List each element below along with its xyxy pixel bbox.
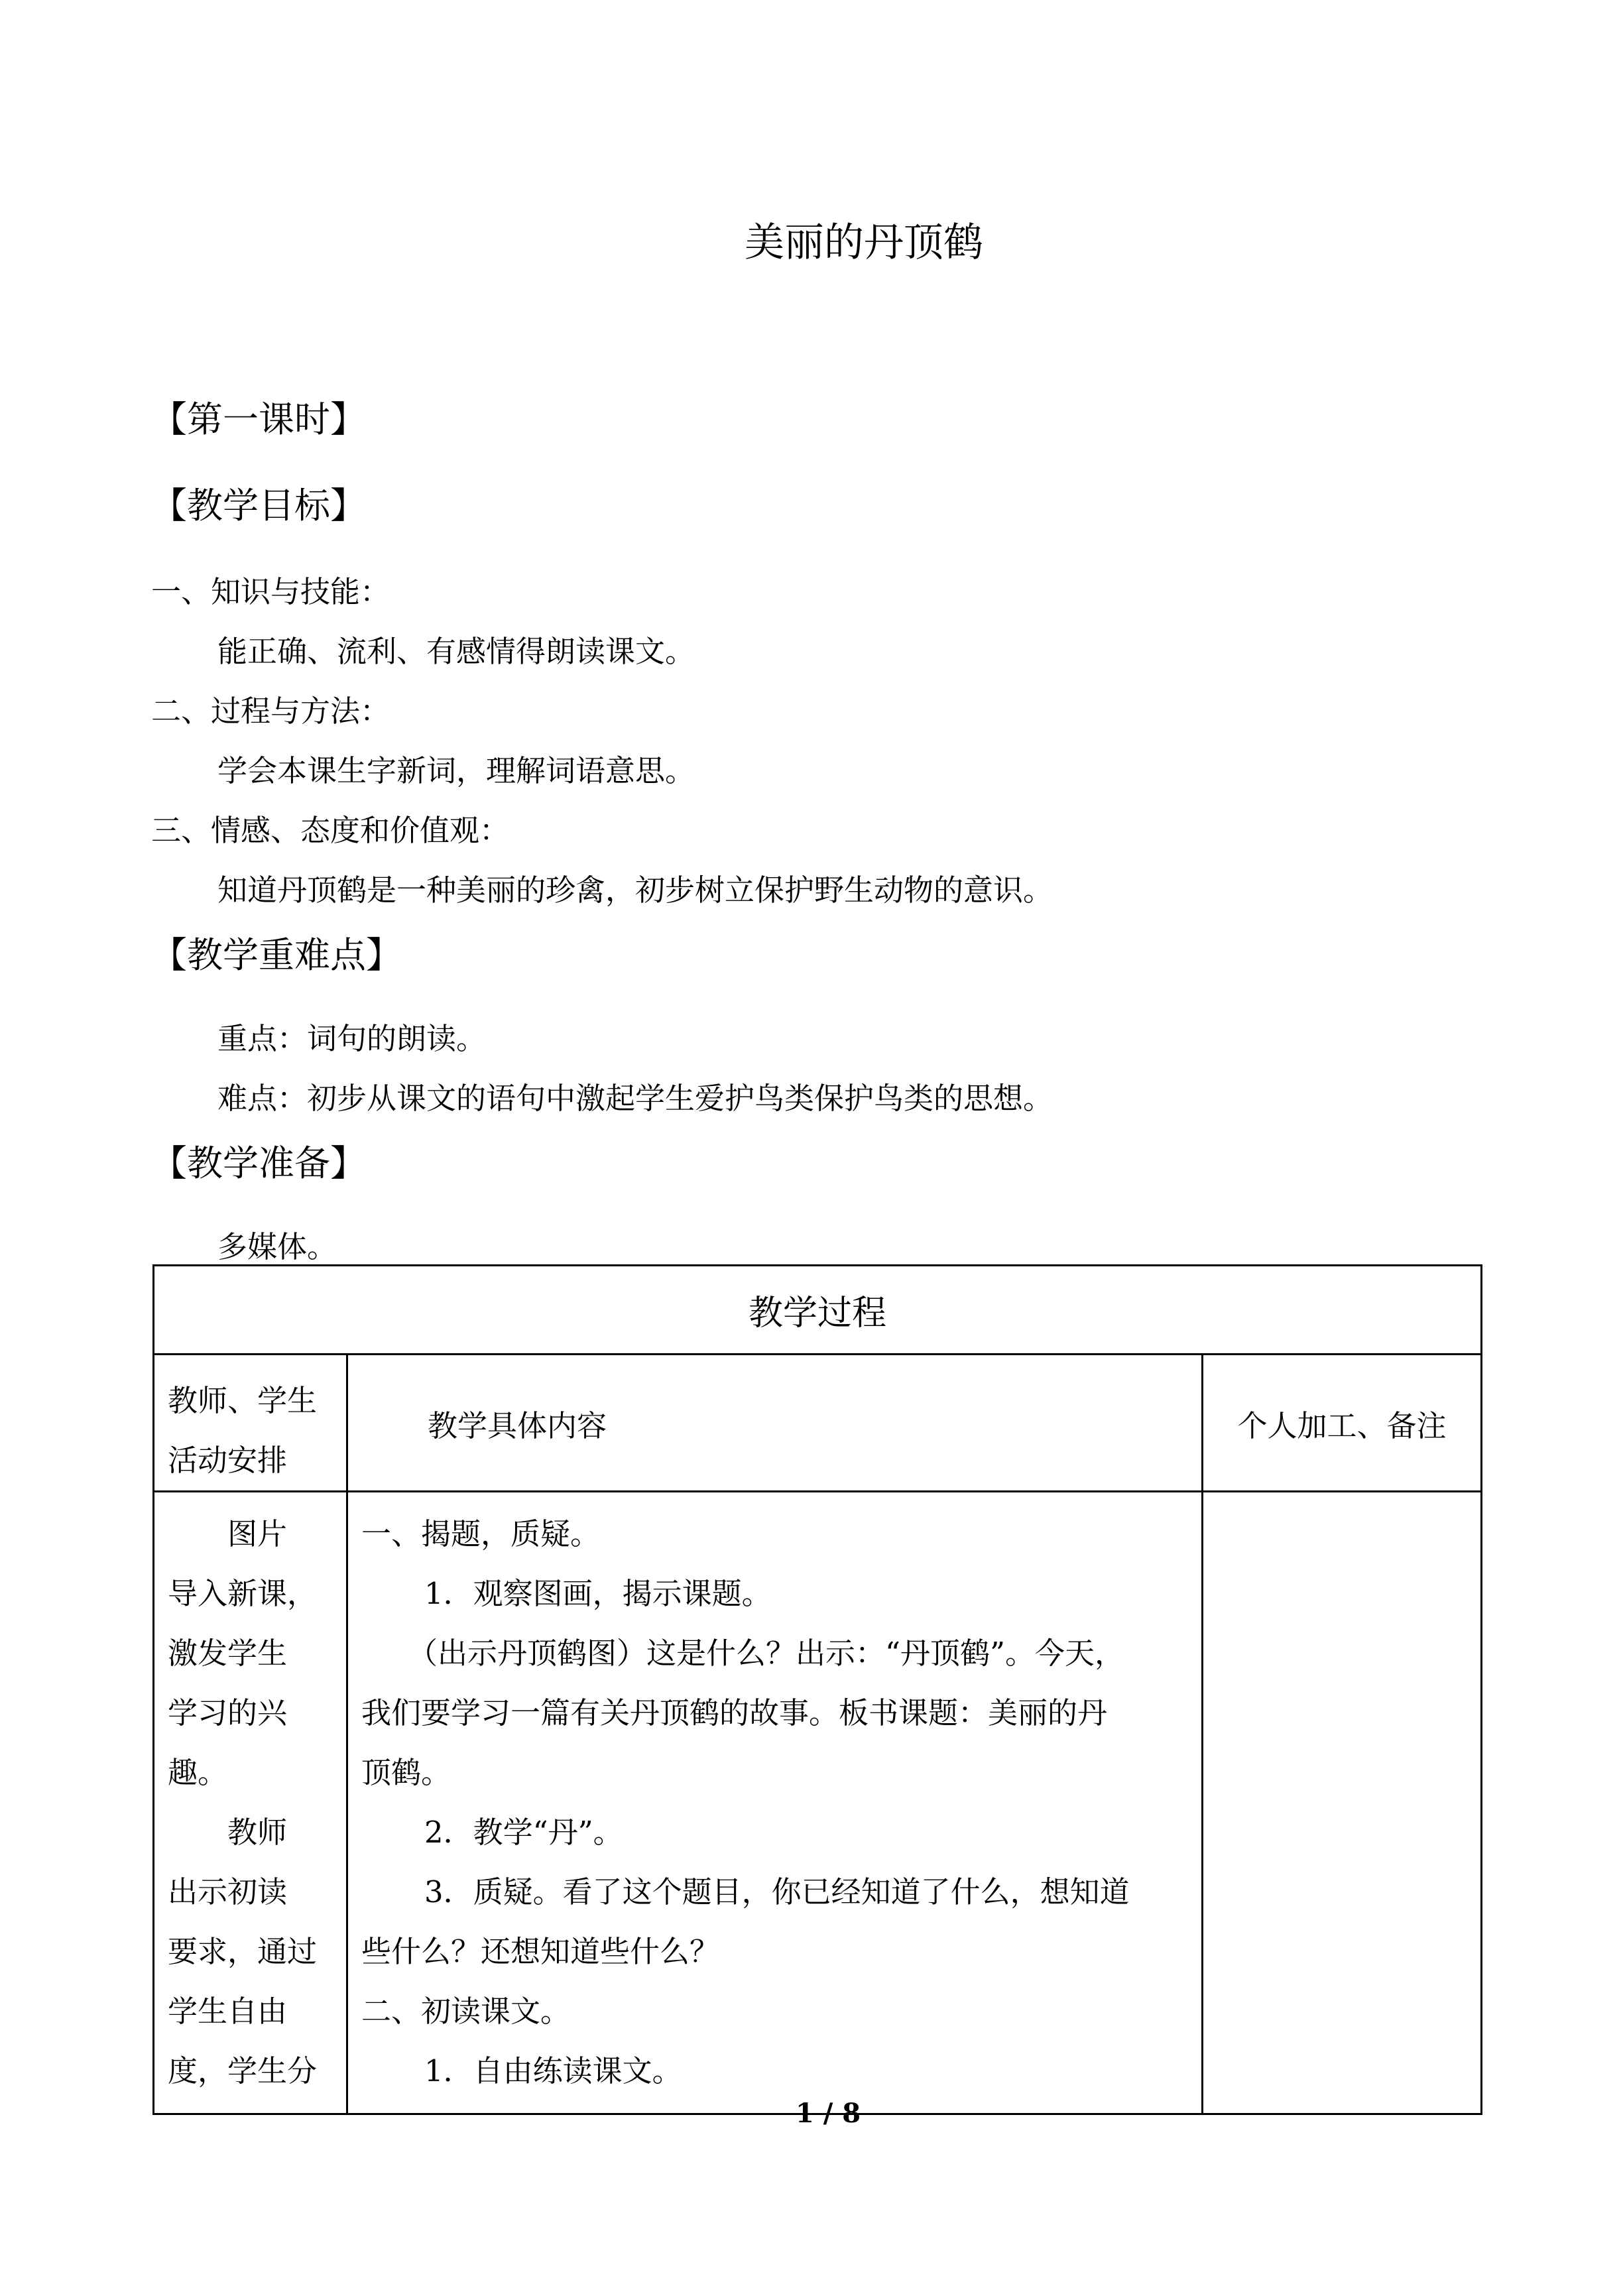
objectives-header: 【教学目标】 [151, 485, 366, 526]
header-notes: 个人加工、备注 [1203, 1355, 1482, 1492]
activity-line: 趣。 [168, 1755, 228, 1790]
content-line: 我们要学习一篇有关丹顶鹤的故事。板书课题：美丽的丹 [361, 1695, 1108, 1730]
objective-process-heading: 二、过程与方法： [151, 694, 391, 729]
table-header-row [154, 1355, 1482, 1492]
activity-line: 激发学生 [168, 1636, 288, 1671]
activity-cell [154, 1492, 347, 2114]
content-line: 顶鹤。 [361, 1755, 451, 1790]
objective-process-body: 学会本课生字新词，理解词语意思。 [217, 753, 695, 788]
content-line: 2．教学“丹”。 [424, 1815, 623, 1850]
activity-line: 导入新课， [168, 1576, 318, 1611]
activity-line: 要求，通过 [168, 1934, 318, 1969]
header-content: 教学具体内容 [347, 1355, 1203, 1492]
preparation-header: 【教学准备】 [151, 1142, 366, 1184]
content-line: 一、揭题，质疑。 [361, 1516, 601, 1551]
header-activity-line1: 教师、学生 [168, 1383, 318, 1418]
key-point-focus: 重点：词句的朗读。 [217, 1021, 487, 1056]
page-number: 1 / 8 [795, 2098, 861, 2129]
activity-line: 度，学生分 [168, 2053, 318, 2088]
content-line: 1．自由练读课文。 [424, 2053, 682, 2088]
objective-emotion-body: 知道丹顶鹤是一种美丽的珍禽，初步树立保护野生动物的意识。 [217, 873, 1053, 908]
key-point-difficulty: 难点：初步从课文的语句中激起学生爱护鸟类保护鸟类的思想。 [217, 1081, 1053, 1116]
page-title: 美丽的丹顶鹤 [745, 219, 983, 266]
content-cell [347, 1492, 1203, 2114]
table-content-row [154, 1492, 1482, 2114]
objective-knowledge-body: 能正确、流利、有感情得朗读课文。 [217, 634, 695, 669]
activity-line: 出示初读 [168, 1874, 288, 1909]
activity-line: 教师 [227, 1815, 288, 1850]
content-line: 二、初读课文。 [361, 1994, 571, 2029]
teaching-process-table [152, 1264, 1482, 2115]
activity-line: 图片 [227, 1516, 288, 1551]
content-line: 1．观察图画，揭示课题。 [424, 1576, 772, 1611]
objective-knowledge-heading: 一、知识与技能： [151, 574, 391, 609]
objective-emotion-heading: 三、情感、态度和价值观： [151, 813, 510, 848]
key-points-header: 【教学重难点】 [151, 934, 402, 976]
header-activity [154, 1355, 347, 1492]
content-line: 3．质疑。看了这个题目，你已经知道了什么，想知道 [424, 1874, 1130, 1909]
notes-cell [1203, 1492, 1482, 2114]
table-caption: 教学过程 [154, 1266, 1482, 1355]
preparation-body: 多媒体。 [217, 1229, 337, 1264]
content-line: （出示丹顶鹤图）这是什么？出示：“丹顶鹤”。今天， [408, 1636, 1125, 1671]
content-line: 些什么？还想知道些什么？ [361, 1934, 720, 1969]
activity-line: 学生自由 [168, 1994, 288, 2029]
header-activity-line2: 活动安排 [168, 1443, 288, 1478]
lesson-header: 【第一课时】 [151, 398, 366, 440]
activity-line: 学习的兴 [168, 1695, 288, 1730]
